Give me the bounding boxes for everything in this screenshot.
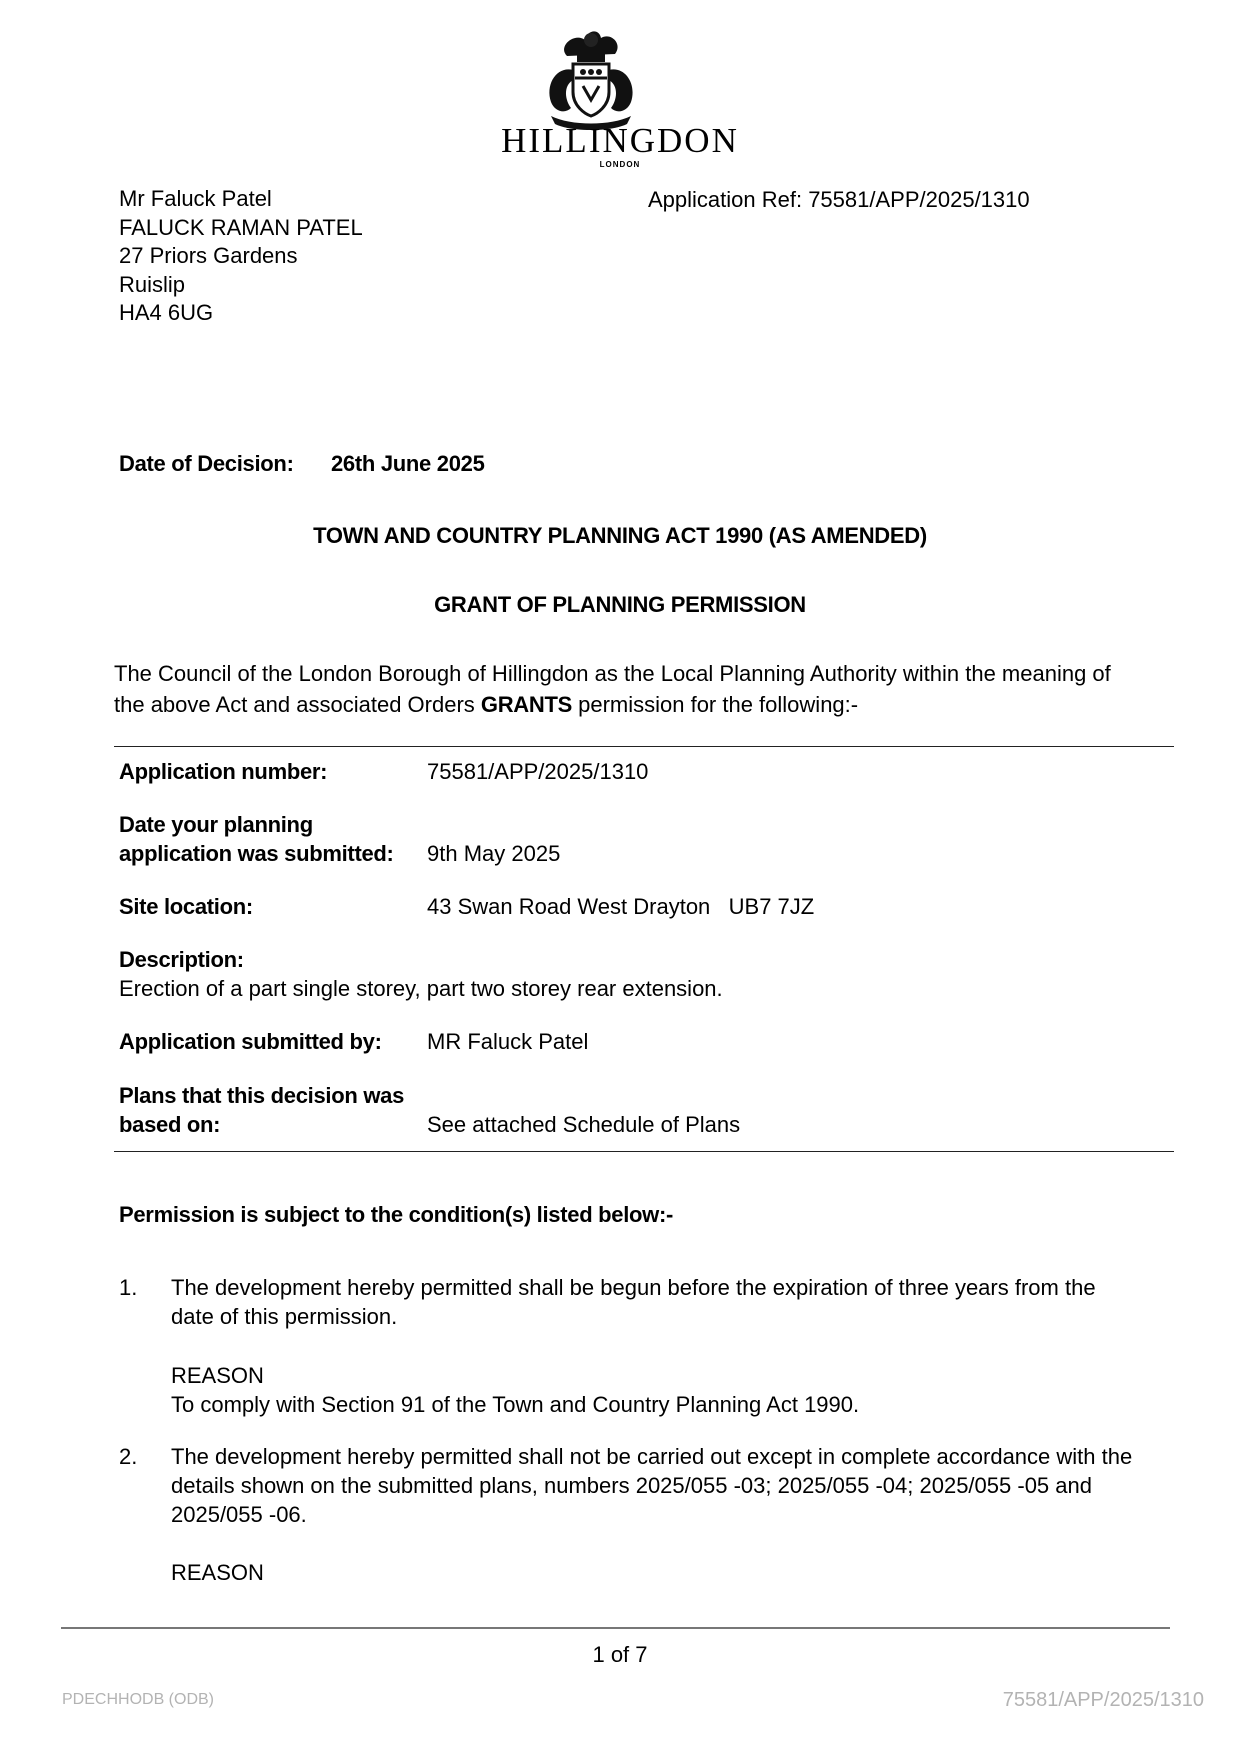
details-bottom-rule: [114, 1151, 1174, 1152]
submitted-by-value: MR Faluck Patel: [427, 1029, 589, 1054]
grants-keyword: GRANTS: [480, 692, 572, 717]
description-label: Description:: [119, 947, 244, 972]
address-line: FALUCK RAMAN PATEL: [119, 214, 363, 240]
decision-date-label: Date of Decision:: [119, 451, 294, 476]
description-value: Erection of a part single storey, part two storey rear extension.: [119, 976, 723, 1001]
condition-text: The development hereby permitted shall not be carried out except in complete accordance with the: [171, 1444, 1133, 1469]
condition-text: The development hereby permitted shall be begun before the expiration of three years from the: [171, 1275, 1096, 1300]
footer-reference: 75581/APP/2025/1310: [1002, 1689, 1204, 1711]
footer-rule: [61, 1627, 1170, 1629]
condition-text: 2025/055 -06.: [171, 1502, 307, 1527]
recipient-address: [119, 185, 363, 328]
application-reference: Application Ref: 75581/APP/2025/1310: [648, 187, 1030, 212]
plans-value: See attached Schedule of Plans: [427, 1112, 741, 1137]
address-line: Mr Faluck Patel: [119, 186, 272, 211]
site-location-label: Site location:: [119, 894, 253, 919]
intro-text: permission for the following:-: [571, 692, 859, 717]
condition-reason-label: REASON: [171, 1560, 264, 1585]
decision-date-value: 26th June 2025: [331, 451, 485, 476]
page-number: 1 of 7: [592, 1642, 648, 1667]
address-line: HA4 6UG: [119, 300, 214, 325]
submission-date-label: Date your planning: [119, 812, 313, 837]
condition-text: details shown on the submitted plans, numbers 2025/055 -03; 2025/055 -04; 2025/055 -05 and: [171, 1473, 1092, 1498]
plans-label: Plans that this decision was: [119, 1083, 405, 1108]
plans-label: based on:: [119, 1112, 221, 1137]
footer-document-code: PDECHHODB (ODB): [62, 1691, 215, 1708]
submission-date-label: application was submitted:: [119, 841, 394, 866]
act-title: TOWN AND COUNTRY PLANNING ACT 1990 (AS AMENDED): [313, 523, 927, 548]
intro-line: [114, 689, 1164, 720]
address-line: Ruislip: [119, 271, 186, 297]
application-number-label: Application number:: [119, 759, 328, 784]
submission-date-value: 9th May 2025: [427, 841, 561, 866]
hillingdon-wordmark: HILLINGDON: [501, 121, 739, 160]
condition-text: date of this permission.: [171, 1304, 398, 1329]
intro-text: the above Act and associated Orders: [114, 692, 481, 717]
intro-line: The Council of the London Borough of Hillingdon as the Local Planning Authority within the meaning of: [114, 661, 1111, 686]
address-line: 27 Priors Gardens: [119, 243, 298, 268]
application-number-value: 75581/APP/2025/1310: [427, 759, 649, 784]
condition-number: 1.: [119, 1275, 138, 1300]
condition-reason: To comply with Section 91 of the Town and Country Planning Act 1990.: [171, 1392, 860, 1417]
details-top-rule: [114, 746, 1174, 747]
grant-title: GRANT OF PLANNING PERMISSION: [434, 592, 806, 617]
hillingdon-wordmark-subtitle: LONDON: [599, 160, 641, 169]
conditions-heading: Permission is subject to the condition(s) listed below:-: [119, 1202, 674, 1227]
condition-number: 2.: [119, 1444, 138, 1469]
condition-reason-label: REASON: [171, 1363, 264, 1388]
hillingdon-crest-icon: [527, 26, 655, 132]
site-location-value: 43 Swan Road West Drayton UB7 7JZ: [427, 894, 815, 919]
intro-paragraph: [114, 658, 1164, 720]
submitted-by-label: Application submitted by:: [119, 1029, 382, 1054]
